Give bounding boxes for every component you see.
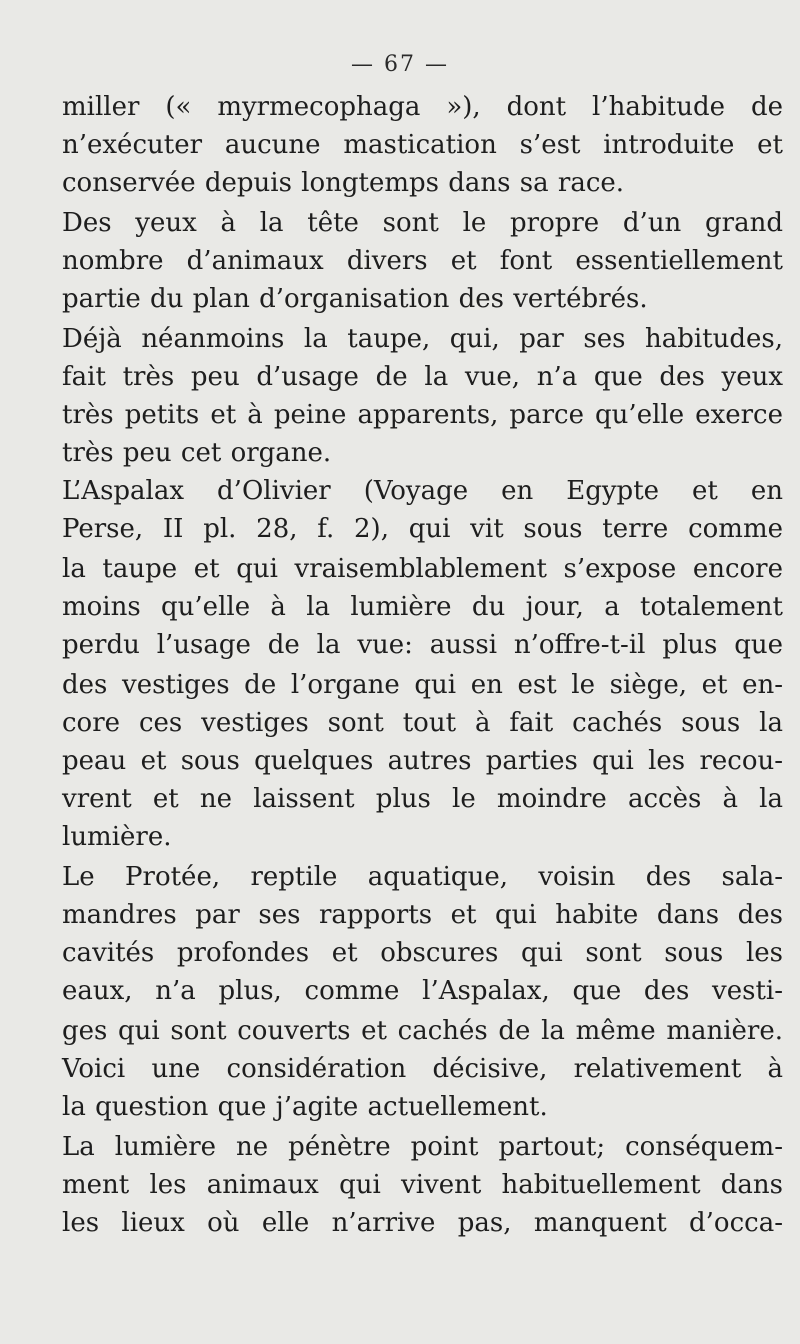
text-line-15: perdu l’usage de la vue: aussi n’offre-t-il plus que (62, 630, 783, 660)
text-line-24: eaux, n’a plus, comme l’Aspalax, que des vesti- (62, 976, 783, 1006)
text-line-29: ment les animaux qui vivent habituellement dans (62, 1170, 783, 1200)
text-line-6: partie du plan d’organisation des vertébrés. (62, 284, 648, 314)
text-line-20: lumière. (62, 822, 172, 852)
text-line-19: vrent et ne laissent plus le moindre accès à la (62, 784, 783, 814)
text-line-10: très peu cet organe. (62, 438, 332, 468)
text-line-9: très petits et à peine apparents, parce qu’elle exerce (62, 400, 783, 430)
text-line-2: n’exécuter aucune mastication s’est introduite et (62, 130, 783, 160)
text-line-30: les lieux où elle n’arrive pas, manquent d’occa- (62, 1208, 783, 1238)
text-line-8: fait très peu d’usage de la vue, n’a que des yeux (62, 362, 783, 392)
text-line-7: Déjà néanmoins la taupe, qui, par ses habitudes, (62, 324, 783, 354)
text-line-1: miller (« myrmecophaga »), dont l’habitude de (62, 92, 783, 122)
text-line-22: mandres par ses rapports et qui habite dans des (62, 900, 783, 930)
text-line-12: Perse, II pl. 28, f. 2), qui vit sous terre comme (62, 514, 783, 544)
text-line-14: moins qu’elle à la lumière du jour, a totalement (62, 592, 783, 622)
text-line-21: Le Protée, reptile aquatique, voisin des sala- (62, 862, 783, 892)
text-line-28: La lumière ne pénètre point partout; conséquem- (62, 1132, 783, 1162)
text-line-16: des vestiges de l’organe qui en est le siège, et en- (62, 670, 783, 700)
page-number: — 67 — (351, 52, 449, 77)
text-line-17: core ces vestiges sont tout à fait cachés sous la (62, 708, 783, 738)
text-line-26: Voici une considération décisive, relativement à (62, 1054, 783, 1084)
text-line-5: nombre d’animaux divers et font essentiellement (62, 246, 783, 276)
text-line-3: conservée depuis longtemps dans sa race. (62, 168, 625, 198)
text-line-23: cavités profondes et obscures qui sont sous les (62, 938, 783, 968)
text-line-25: ges qui sont couverts et cachés de la même manière. (62, 1016, 783, 1046)
text-line-13: la taupe et qui vraisemblablement s’expose encore (62, 554, 783, 584)
text-line-11: L’Aspalax d’Olivier (Voyage en Egypte et en (62, 476, 783, 506)
text-line-4: Des yeux à la tête sont le propre d’un grand (62, 208, 783, 238)
text-line-27: la question que j’agite actuellement. (62, 1092, 548, 1122)
text-line-18: peau et sous quelques autres parties qui les recou- (62, 746, 783, 776)
